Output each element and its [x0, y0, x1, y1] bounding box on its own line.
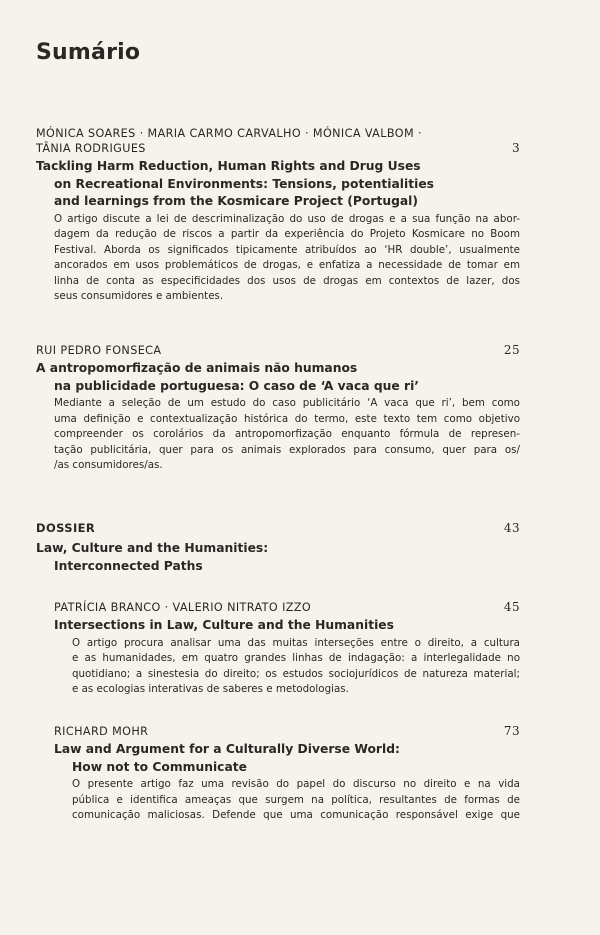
toc-entry-2: [36, 343, 520, 474]
author-text: MÓNICA SOARES · MARIA CARMO CARVALHO · MÓNICA VALBOM ·: [36, 127, 422, 140]
abstract-line: Mediante a seleção de um estudo do caso publicitário ‘A vaca que ri’, bem como: [54, 397, 520, 409]
article-abstract: [54, 636, 520, 698]
abstract-line: compreender os corolários da antropomorfização enquanto fórmula de represen-: [54, 428, 520, 440]
title-line: How not to Communicate: [72, 759, 247, 774]
abstract-line: O artigo discute a lei de descriminalização do uso de drogas e a sua função na abor-: [54, 212, 520, 225]
abstract-line: quotidiano; a sinestesia do direito; os estudos sociojurídicos de natureza material;: [72, 667, 520, 680]
page-number: 3: [511, 141, 520, 155]
toc-entry-1: [36, 126, 520, 305]
abstract-line: dagem da redução de riscos a partir da experiência do Projeto Kosmicare no Boom: [54, 228, 520, 240]
title-line: and learnings from the Kosmicare Project (Portugal): [54, 194, 419, 208]
title-line: Law, Culture and the Humanities:: [36, 541, 269, 555]
article-abstract: [54, 777, 520, 824]
title-line: on Recreational Environments: Tensions, potentialities: [54, 176, 434, 191]
dossier-title: [36, 539, 520, 575]
article-abstract: [36, 212, 520, 305]
toc-entry-4: [54, 724, 520, 824]
dossier-label-row: [36, 520, 520, 536]
author-line: [36, 343, 520, 358]
title-line: na publicidade portuguesa: O caso de ‘A vaca que ri’: [54, 378, 419, 393]
author-line: [36, 126, 520, 156]
abstract-line: ancorados em usos problemáticos de drogas, e enfatiza a necessidade de tomar em: [54, 259, 520, 271]
title-line: A antropomorfização de animais não humanos: [36, 361, 358, 375]
article-title: [36, 158, 520, 211]
abstract-line: O presente artigo faz uma revisão do papel do discurso no direito e na vida: [72, 778, 520, 790]
author-text: TÂNIA RODRIGUES: [36, 142, 146, 155]
abstract-line: /as consumidores/as.: [54, 459, 163, 471]
author-line: [54, 600, 520, 615]
abstract-line: comunicação maliciosas. Defende que uma comunicação responsável exige que: [72, 809, 520, 821]
article-title: [36, 360, 520, 395]
abstract-line: seus consumidores e ambientes.: [54, 290, 224, 302]
author-text: RUI PEDRO FONSECA: [36, 344, 162, 357]
article-title: [54, 617, 520, 635]
author-line: [54, 724, 520, 739]
abstract-line: O artigo procura analisar uma das muitas interseções entre o direito, a cultura: [72, 636, 520, 649]
title-line: Tackling Harm Reduction, Human Rights and Drug Uses: [36, 159, 421, 173]
abstract-line: e as humanidades, em quatro grandes linhas de indagação: a interlegalidade no: [72, 652, 520, 664]
abstract-line: e as ecologias interativas de saberes e metodologias.: [72, 683, 349, 695]
title-line: Law and Argument for a Culturally Diverse World:: [54, 742, 400, 756]
page-number: 73: [503, 724, 520, 738]
abstract-line: Festival. Aborda os significados tipicamente atribuídos ao ‘HR double’, usualmente: [54, 243, 520, 256]
article-abstract: [36, 396, 520, 474]
abstract-line: linha de conta as especificidades dos usos de drogas em contextos de lazer, dos: [54, 274, 520, 287]
abstract-line: uma definição e contextualização histórica do termo, este texto tem como objetivo: [54, 412, 520, 425]
page-number: 25: [503, 343, 520, 357]
title-line: Intersections in Law, Culture and the Humanities: [54, 618, 394, 632]
page-title: Sumário: [36, 40, 141, 65]
page-number: 45: [503, 600, 520, 614]
abstract-line: pública e identifica ameaças que surgem na política, resultantes de formas de: [72, 793, 520, 806]
abstract-line: tação publicitária, quer para os animais explorados para consumo, quer para os/: [54, 443, 520, 456]
author-text: RICHARD MOHR: [54, 725, 149, 738]
page-number: 43: [503, 521, 520, 535]
dossier-label: DOSSIER: [36, 521, 96, 535]
author-text: PATRÍCIA BRANCO · VALERIO NITRATO IZZO: [54, 601, 312, 614]
title-line: Interconnected Paths: [54, 559, 203, 573]
toc-entry-3: [54, 600, 520, 698]
article-title: [54, 741, 520, 776]
dossier-section: [36, 520, 520, 575]
